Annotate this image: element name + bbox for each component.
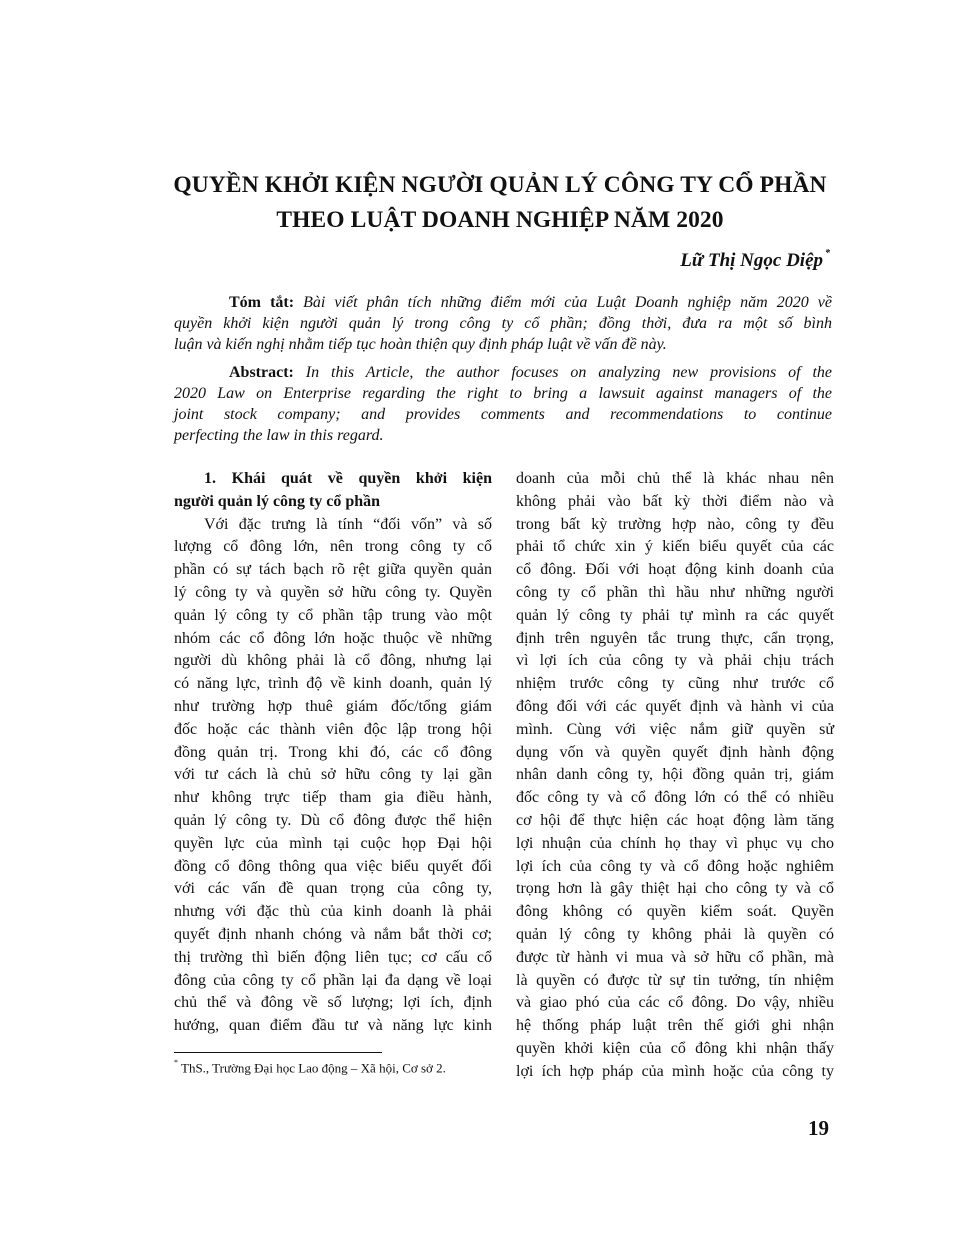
body-text-line: quyền lực của mình tại cuộc họp Đại hội <box>174 834 492 852</box>
body-text-line: trọng hơn là gây thiệt hại cho công ty và cổ <box>516 880 834 898</box>
body-text-line: quản lý công ty. Dù cổ đông được thể hiện <box>174 811 492 829</box>
body-text-line: người dù không phải là cổ đông, nhưng lại <box>174 652 492 670</box>
footnote-text: ThS., Trường Đại học Lao động – Xã hội, Cơ sở 2. <box>181 1060 446 1076</box>
abstract-line: perfecting the law in this regard. <box>174 427 384 444</box>
body-text-line: định trên nguyên tắc trung thực, cẩn trọng, <box>516 629 834 647</box>
body-text-line: phần có sự tách bạch rõ rệt giữa quyền quản <box>174 561 492 579</box>
body-text-line: đông của công ty cổ phần lại đa dạng về loại <box>174 971 492 989</box>
summary-label: Tóm tắt: <box>229 294 295 311</box>
body-text-line: nhân danh công ty, hội đồng quản trị, giám <box>516 766 834 784</box>
body-text-line: lợi nhuận của chính họ thay vì phục vụ cho <box>516 834 834 852</box>
abstract-label: Abstract: <box>229 364 294 381</box>
body-text-line: quyết định nhanh chóng và nắm bắt thời cơ; <box>174 925 492 943</box>
body-text-line: lợi ích hợp pháp của mình hoặc của công ty <box>516 1062 834 1080</box>
body-text-line: đông đối với các quyết định và hành vi của <box>516 697 834 715</box>
article-title <box>120 168 880 238</box>
body-text-line: không phải vào bất kỳ thời điểm nào và <box>516 492 834 510</box>
body-text-line: là quyền có được từ sự tin tưởng, tín nhiệm <box>516 971 834 989</box>
page-number: 19 <box>808 1116 829 1140</box>
title-line-1: QUYỀN KHỞI KIỆN NGƯỜI QUẢN LÝ CÔNG TY CỔ PHẦN <box>173 172 827 198</box>
body-text-line: quản lý công ty không phải là quyền có <box>516 925 834 943</box>
body-text-line: với tư cách là chủ sở hữu công ty lại gần <box>174 766 492 784</box>
english-abstract <box>174 362 832 446</box>
body-text-line: mình. Cùng với việc nắm giữ quyền sử <box>516 720 834 738</box>
summary-line: Tóm tắt: Bài viết phân tích những điểm mới của Luật Doanh nghiệp năm 2020 về <box>229 294 833 311</box>
body-text-line: đốc hoặc các thành viên độc lập trong hội <box>174 720 492 738</box>
body-text-line: dụng vốn và quyền quyết định hành động <box>516 743 834 761</box>
body-text-line: đồng cổ đông thông qua việc biểu quyết đối <box>174 857 492 875</box>
body-text-line: như trường hợp thuê giám đốc/tổng giám <box>174 697 492 715</box>
body-text-line: lý công ty và quyền sở hữu công ty. Quyền <box>174 583 492 601</box>
body-text-line: chủ thể và đông về số lượng; lợi ích, định <box>174 994 492 1012</box>
body-text-line: doanh của mỗi chủ thể là khác nhau nên <box>516 470 834 487</box>
body-text-line: công ty cổ phần thì hầu như những người <box>516 583 834 601</box>
body-text-line: lợi ích của công ty và cổ đông hoặc nghiêm <box>516 857 834 875</box>
summary-line: quyền khởi kiện người quản lý trong công ty cổ phần; đồng thời, đưa ra một số bình <box>174 315 832 332</box>
body-text-line: nhưng với đặc thù của kinh doanh là phải <box>174 903 492 921</box>
body-text-line: quyền khởi kiện của cổ đông khi nhận thấy <box>516 1039 834 1057</box>
body-text-line: thị trường thì biến động liên tục; cơ cấu cổ <box>174 948 492 966</box>
body-text-line: lượng cổ đông lớn, nên trong công ty cổ <box>174 538 492 556</box>
left-column <box>174 468 492 1038</box>
body-text-line: hệ thống pháp luật trên thế giới ghi nhận <box>516 1017 834 1035</box>
body-text-line: đông không có quyền kiểm soát. Quyền <box>516 903 834 921</box>
body-text-line: vì lợi ích của công ty và phải chịu trách <box>516 652 834 670</box>
body-text-line: với các vấn đề quan trọng của công ty, <box>174 880 492 898</box>
body-text-line: nhóm các cổ đông lớn hoặc thuộc về những <box>174 629 492 647</box>
body-text-line: trong bất kỳ trường hợp nào, công ty đều <box>516 515 834 533</box>
right-column <box>516 468 834 1084</box>
body-text-line: cổ đông. Đối với hoạt động kinh doanh của <box>516 561 834 579</box>
body-text-line: có năng lực, trình độ về kinh doanh, quản lý <box>174 675 492 693</box>
section-heading-line: người quản lý công ty cổ phần <box>174 492 381 510</box>
body-text-line: đốc công ty và cổ đông lớn có thể có nhiều <box>516 789 834 807</box>
body-text-line: quản lý công ty phải tự mình ra các quyết <box>516 606 834 624</box>
body-text-line: và giao phó của các cổ đông. Do vậy, nhiều <box>516 994 834 1012</box>
abstract-line: 2020 Law on Enterprise regarding the right to bring a lawsuit against managers of the <box>174 385 832 402</box>
body-text-line: cơ hội để thực hiện các hoạt động làm tăng <box>516 811 834 829</box>
author-name <box>680 247 830 272</box>
body-text-line: phải tổ chức xin ý kiến biểu quyết của các <box>516 538 834 556</box>
abstract-line: joint stock company; and provides comments and recommendations to continue <box>174 406 832 423</box>
body-text-line: Với đặc trưng là tính “đối vốn” và số <box>204 515 492 533</box>
section-heading-line: 1. Khái quát về quyền khởi kiện <box>204 470 492 487</box>
body-text-line: đồng quản trị. Trong khi đó, các cổ đông <box>174 743 492 761</box>
body-text-line: hướng, quan điểm đầu tư và năng lực kinh <box>174 1017 492 1035</box>
title-line-2: THEO LUẬT DOANH NGHIỆP NĂM 2020 <box>276 207 724 233</box>
author-footnote-mark: * <box>825 247 830 259</box>
footnote-mark: * <box>174 1058 178 1067</box>
vietnamese-summary <box>174 292 832 355</box>
abstract-line: Abstract: In this Article, the author focuses on analyzing new provisions of the <box>229 364 833 381</box>
summary-line: luận và kiến nghị nhằm tiếp tục hoàn thiện quy định pháp luật về vấn đề này. <box>174 336 667 353</box>
footnote <box>174 1060 446 1076</box>
body-text-line: quản lý công ty cổ phần tập trung vào một <box>174 606 492 624</box>
footnote-separator <box>174 1052 382 1053</box>
body-text-line: được từ hành vi mua và sở hữu cổ phần, mà <box>516 948 834 966</box>
author-text: Lữ Thị Ngọc Diệp <box>680 250 823 271</box>
body-text-line: như không trực tiếp tham gia điều hành, <box>174 789 492 807</box>
body-text-line: nhiệm trước công ty cũng như trước cổ <box>516 675 834 693</box>
